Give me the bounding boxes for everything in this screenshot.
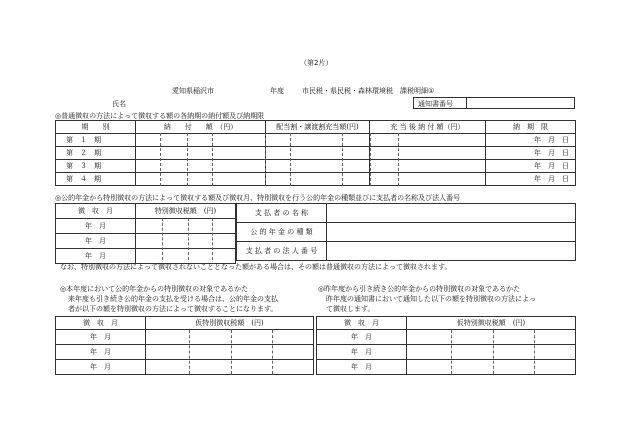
section3-line1: ◎本年度において公的年金からの特別徴収の対象であるかた: [60, 285, 249, 293]
amount-cell: [146, 360, 314, 375]
due-cell: 年 月 日: [486, 147, 576, 160]
due-cell: 年 月 日: [486, 173, 576, 186]
notice-number-box: [413, 97, 575, 109]
col-payment-amount: 納 付 額 （円）: [136, 121, 266, 134]
due-cell: 年 月 日: [486, 160, 576, 173]
col-provisional-amount: 仮特別徴収税額 (円): [146, 317, 314, 330]
amount-cell: [266, 134, 370, 147]
page-label: （第2片）: [300, 59, 333, 67]
name-label: 氏名: [112, 100, 126, 108]
amount-cell: [266, 173, 370, 186]
amount-cell: [370, 147, 486, 160]
col-net-payment: 充 当 後 納 付 額（円）: [370, 121, 486, 134]
amount-cell: [136, 173, 266, 186]
table-row: [56, 234, 236, 249]
pension-type-label: 公 的 年 金 の 種 類: [237, 223, 327, 242]
due-cell: 年 月 日: [486, 134, 576, 147]
city-name: 愛知県稲沢市: [172, 87, 214, 95]
table-row: [56, 147, 576, 160]
amount-cell: [266, 147, 370, 160]
col-withholding-month: 徴 収 月: [317, 317, 407, 330]
table-row: [56, 345, 314, 360]
section2-note: なお、特別徴収の方法によって徴収されないこととなった額がある場合は、その額は普通徴収の方法によって徴収されます。: [60, 263, 452, 271]
table-row: [317, 330, 576, 345]
payer-name-value: [327, 204, 576, 223]
col-withholding-month: 徴 収 月: [56, 204, 136, 219]
col-due-date: 納 期 限: [486, 121, 576, 134]
col-period: 期 別: [56, 121, 136, 134]
amount-cell: [407, 345, 576, 360]
installment-table: [55, 120, 576, 186]
section3-line3: 者が以下の額を特別徴収の方法によって徴収することになります。: [68, 305, 278, 313]
period-cell: 第 １ 期: [56, 134, 136, 147]
table-row: [237, 242, 576, 261]
month-cell: 年 月: [56, 219, 136, 234]
tax-title: 市民税・県民税・森林環境税 課税明細①: [302, 87, 435, 95]
table-row: [237, 223, 576, 242]
table-row: [56, 160, 576, 173]
table-row: [56, 219, 236, 234]
amount-cell: [146, 330, 314, 345]
month-cell: 年 月: [317, 330, 407, 345]
section4-line3: て徴収します。: [326, 305, 375, 313]
col-provisional-amount: 仮特別徴収税額 (円): [407, 317, 576, 330]
section3-line2: 来年度も引き続き公的年金の支払を受ける場合は、公的年金の支払: [68, 295, 278, 303]
col-withholding-amount: 特別徴収税額 (円): [136, 204, 236, 219]
table-row: [237, 204, 576, 223]
table-row: [56, 173, 576, 186]
fiscal-year-label: 年度: [270, 87, 284, 95]
amount-cell: [136, 219, 236, 234]
amount-cell: [370, 173, 486, 186]
period-cell: 第 ３ 期: [56, 160, 136, 173]
section4-line1: ◎昨年度から引き続き公的年金からの特別徴収の対象であるかた: [318, 285, 521, 293]
pension-type-value: [327, 223, 576, 242]
month-cell: 年 月: [56, 330, 146, 345]
table-row: [56, 134, 576, 147]
amount-cell: [370, 160, 486, 173]
notice-number-label: 通知書番号: [418, 100, 453, 108]
section4-line2: 昨年度の通知書において通知した以下の額を特別徴収の方法によっ: [326, 295, 536, 303]
amount-cell: [136, 160, 266, 173]
month-cell: 年 月: [317, 345, 407, 360]
month-cell: 年 月: [56, 360, 146, 375]
month-cell: 年 月: [317, 360, 407, 375]
col-dividend-offset: 配当割・譲渡割充当額(円): [266, 121, 370, 134]
amount-cell: [407, 330, 576, 345]
table-row: [56, 360, 314, 375]
corporate-number-label: 支 払 者 の 法 人 番 号: [237, 242, 327, 261]
amount-cell: [136, 234, 236, 249]
month-cell: 年 月: [56, 345, 146, 360]
period-cell: 第 ４ 期: [56, 173, 136, 186]
month-cell: 年 月: [56, 234, 136, 249]
table-row: [317, 345, 576, 360]
provisional-withholding-table-prior: [316, 316, 576, 375]
amount-cell: [146, 345, 314, 360]
pension-withholding-table: [55, 203, 236, 264]
installment-header-row: [56, 121, 576, 134]
payer-info-table: [236, 203, 576, 261]
amount-cell: [136, 134, 266, 147]
section1-title: ◎普通徴収の方法によって徴収する額の各納期の納付額及び納期限: [55, 112, 265, 120]
table-row: [317, 360, 576, 375]
month-cell: 年 月: [56, 249, 136, 264]
amount-cell: [136, 147, 266, 160]
amount-cell: [407, 360, 576, 375]
payer-name-label: 支 払 者 の 名 称: [237, 204, 327, 223]
table-row: [56, 330, 314, 345]
provisional-withholding-table-current: [55, 316, 314, 375]
period-cell: 第 ２ 期: [56, 147, 136, 160]
amount-cell: [370, 134, 486, 147]
section2-title: ◎公的年金から特別徴収の方法によって徴収する額及び徴収月、特別徴収を行う公的年金の種類並びに支払者の名称及び法人番号: [55, 194, 461, 202]
col-withholding-month: 徴 収 月: [56, 317, 146, 330]
corporate-number-value: [327, 242, 576, 261]
amount-cell: [266, 160, 370, 173]
